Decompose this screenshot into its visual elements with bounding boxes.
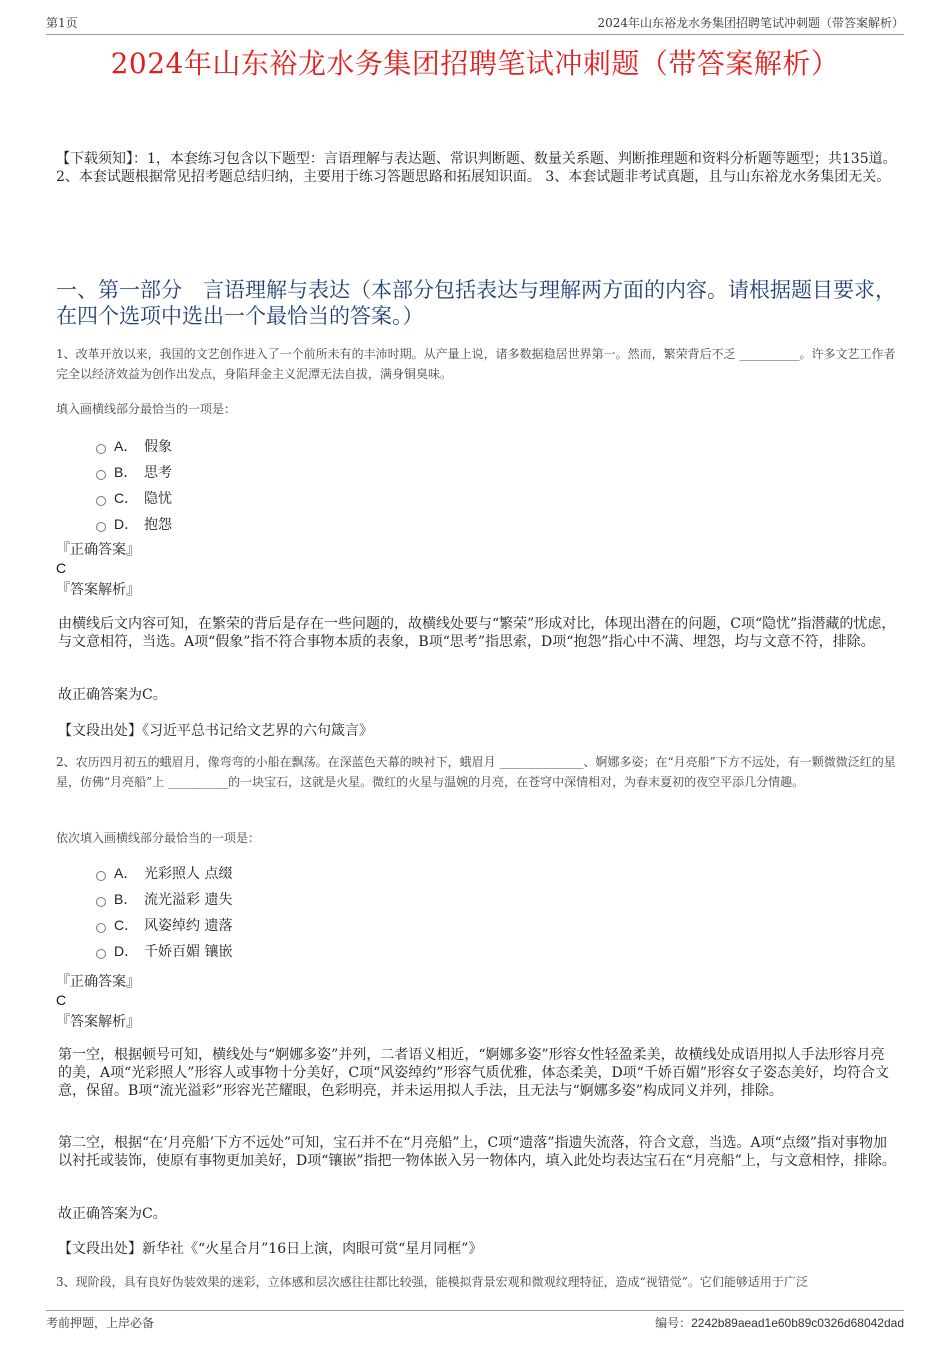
question-1-analysis: 由横线后文内容可知，在繁荣的背后是存在一些问题的，故横线处要与“繁荣”形成对比，体现出潜在的问题，C项“隐忧”指潜藏的忧虑，与文意相符，当选。A项“假象”指不符合事物本质的表象，B项“思考”指思索，D项“抱怨”指心中不满、埋怨，均与文意不符，排除。 [58, 616, 896, 650]
question-1-option-d[interactable]: D． 抱怨 [96, 511, 172, 537]
page-header [46, 14, 904, 35]
radio-icon[interactable] [96, 897, 106, 907]
header-doc-title: 2024年山东裕龙水务集团招聘笔试冲刺题（带答案解析） [597, 16, 904, 30]
radio-icon[interactable] [96, 470, 106, 480]
footer-slogan: 考前押题，上岸必备 [46, 1316, 155, 1330]
question-1-source: 【文段出处】《习近平总书记给文艺界的六句箴言》 [58, 723, 373, 739]
radio-icon[interactable] [96, 522, 106, 532]
footer-code-value: 2242b89aead1e60b89c0326d68042dad [691, 1316, 904, 1330]
section-title: 一、第一部分 言语理解与表达（本部分包括表达与理解两方面的内容。请根据题目要求，在四个选项中选出一个最恰当的答案。） [56, 278, 896, 328]
question-2-option-c[interactable]: C． 风姿绰约 遗落 [96, 912, 232, 938]
question-1-correct-answer-label: 『正确答案』 [56, 542, 140, 558]
radio-icon[interactable] [96, 949, 106, 959]
question-1-option-b[interactable]: B． 思考 [96, 459, 172, 485]
question-1-text: 1、改革开放以来，我国的文艺创作进入了一个前所未有的丰沛时期。从产量上说，诸多数据稳居世界第一。然而，繁荣背后不乏 __________。许多文艺工作者完全以经济效益为创作出发点，身陷拜金主义泥潭无法自拔，满身铜臭味。 [56, 347, 896, 381]
question-2-text: 2、农历四月初五的蛾眉月，像弯弯的小船在飘荡。在深蓝色天幕的映衬下，蛾眉月 ______________、婀娜多姿；在“月亮船”下方不远处，有一颗微微泛红的星星，仿佛“月亮船”上 __________的一块宝石，这就是火星。微红的火星与温婉的月亮，在苍穹中深情相对，为春末夏初的夜空平添几分情趣。 [56, 755, 896, 789]
question-3-text: 3、现阶段，具有良好伪装效果的迷彩，立体感和层次感往往都比较强，能模拟背景宏观和微观纹理特征，造成“视错觉”。它们能够适用于广泛 [56, 1275, 808, 1289]
question-2-option-a[interactable]: A． 光彩照人 点缀 [96, 860, 232, 886]
question-2-correct-answer-label: 『正确答案』 [56, 974, 140, 990]
footer-code [655, 1314, 904, 1331]
question-2-option-d[interactable]: D． 千娇百媚 镶嵌 [96, 938, 232, 964]
question-2-conclusion: 故正确答案为C。 [58, 1206, 167, 1222]
question-2-answer: C [56, 992, 67, 1008]
page-number: 第1页 [46, 16, 78, 30]
question-1-option-c[interactable]: C． 隐忧 [96, 485, 172, 511]
question-2-prompt: 依次填入画横线部分最恰当的一项是： [56, 831, 261, 845]
radio-icon[interactable] [96, 496, 106, 506]
question-1-prompt: 填入画横线部分最恰当的一项是： [56, 402, 237, 416]
page-footer [46, 1310, 904, 1334]
radio-icon[interactable] [96, 444, 106, 454]
question-1-conclusion: 故正确答案为C。 [58, 687, 167, 703]
document-title: 2024年山东裕龙水务集团招聘笔试冲刺题（带答案解析） [110, 47, 840, 80]
footer-code-label: 编号： [655, 1316, 692, 1330]
question-1-answer: C [56, 560, 67, 576]
question-1-options [96, 433, 172, 537]
radio-icon[interactable] [96, 923, 106, 933]
question-2-option-b[interactable]: B． 流光溢彩 遗失 [96, 886, 232, 912]
question-2-analysis-label: 『答案解析』 [56, 1014, 140, 1030]
question-1-option-a[interactable]: A． 假象 [96, 433, 172, 459]
radio-icon[interactable] [96, 871, 106, 881]
question-1-analysis-label: 『答案解析』 [56, 582, 140, 598]
question-2-analysis-1: 第一空，根据顿号可知，横线处与“婀娜多姿”并列，二者语义相近，“婀娜多姿”形容女性轻盈柔美，故横线处成语用拟人手法形容月亮的美，A项“光彩照人”形容人或事物十分美好，C项“风姿绰约”形容气质优雅，体态柔美，D项“千娇百媚”形容女子姿态美好，均符合文意，保留。B项“流光溢彩”形容光芒耀眼，色彩明亮，并未运用拟人手法，且无法与“婀娜多姿”构成同义并列，排除。 [58, 1047, 889, 1099]
question-2-options [96, 860, 232, 964]
download-notice: 【下载须知】：1，本套练习包含以下题型：言语理解与表达题、常识判断题、数量关系题、判断推理题和资料分析题等题型；共135道。 2、本套试题根据常见招考题总结归纳，主要用于练习答题思路和拓展知识面。 3、本套试题非考试真题，且与山东裕龙水务集团无关。 [56, 151, 897, 185]
question-2-source: 【文段出处】新华社《“火星合月”16日上演，肉眼可赏“星月同框”》 [58, 1241, 483, 1257]
question-2-analysis-2: 第二空，根据“在‘月亮船’下方不远处”可知，宝石并不在“月亮船”上，C项“遗落”指遗失流落，符合文意，当选。A项“点缀”指对事物加以衬托或装饰，使原有事物更加美好，D项“镶嵌”指把一物体嵌入另一物体内，填入此处均表达宝石在“月亮船”上，与文意相悖，排除。 [58, 1135, 896, 1169]
